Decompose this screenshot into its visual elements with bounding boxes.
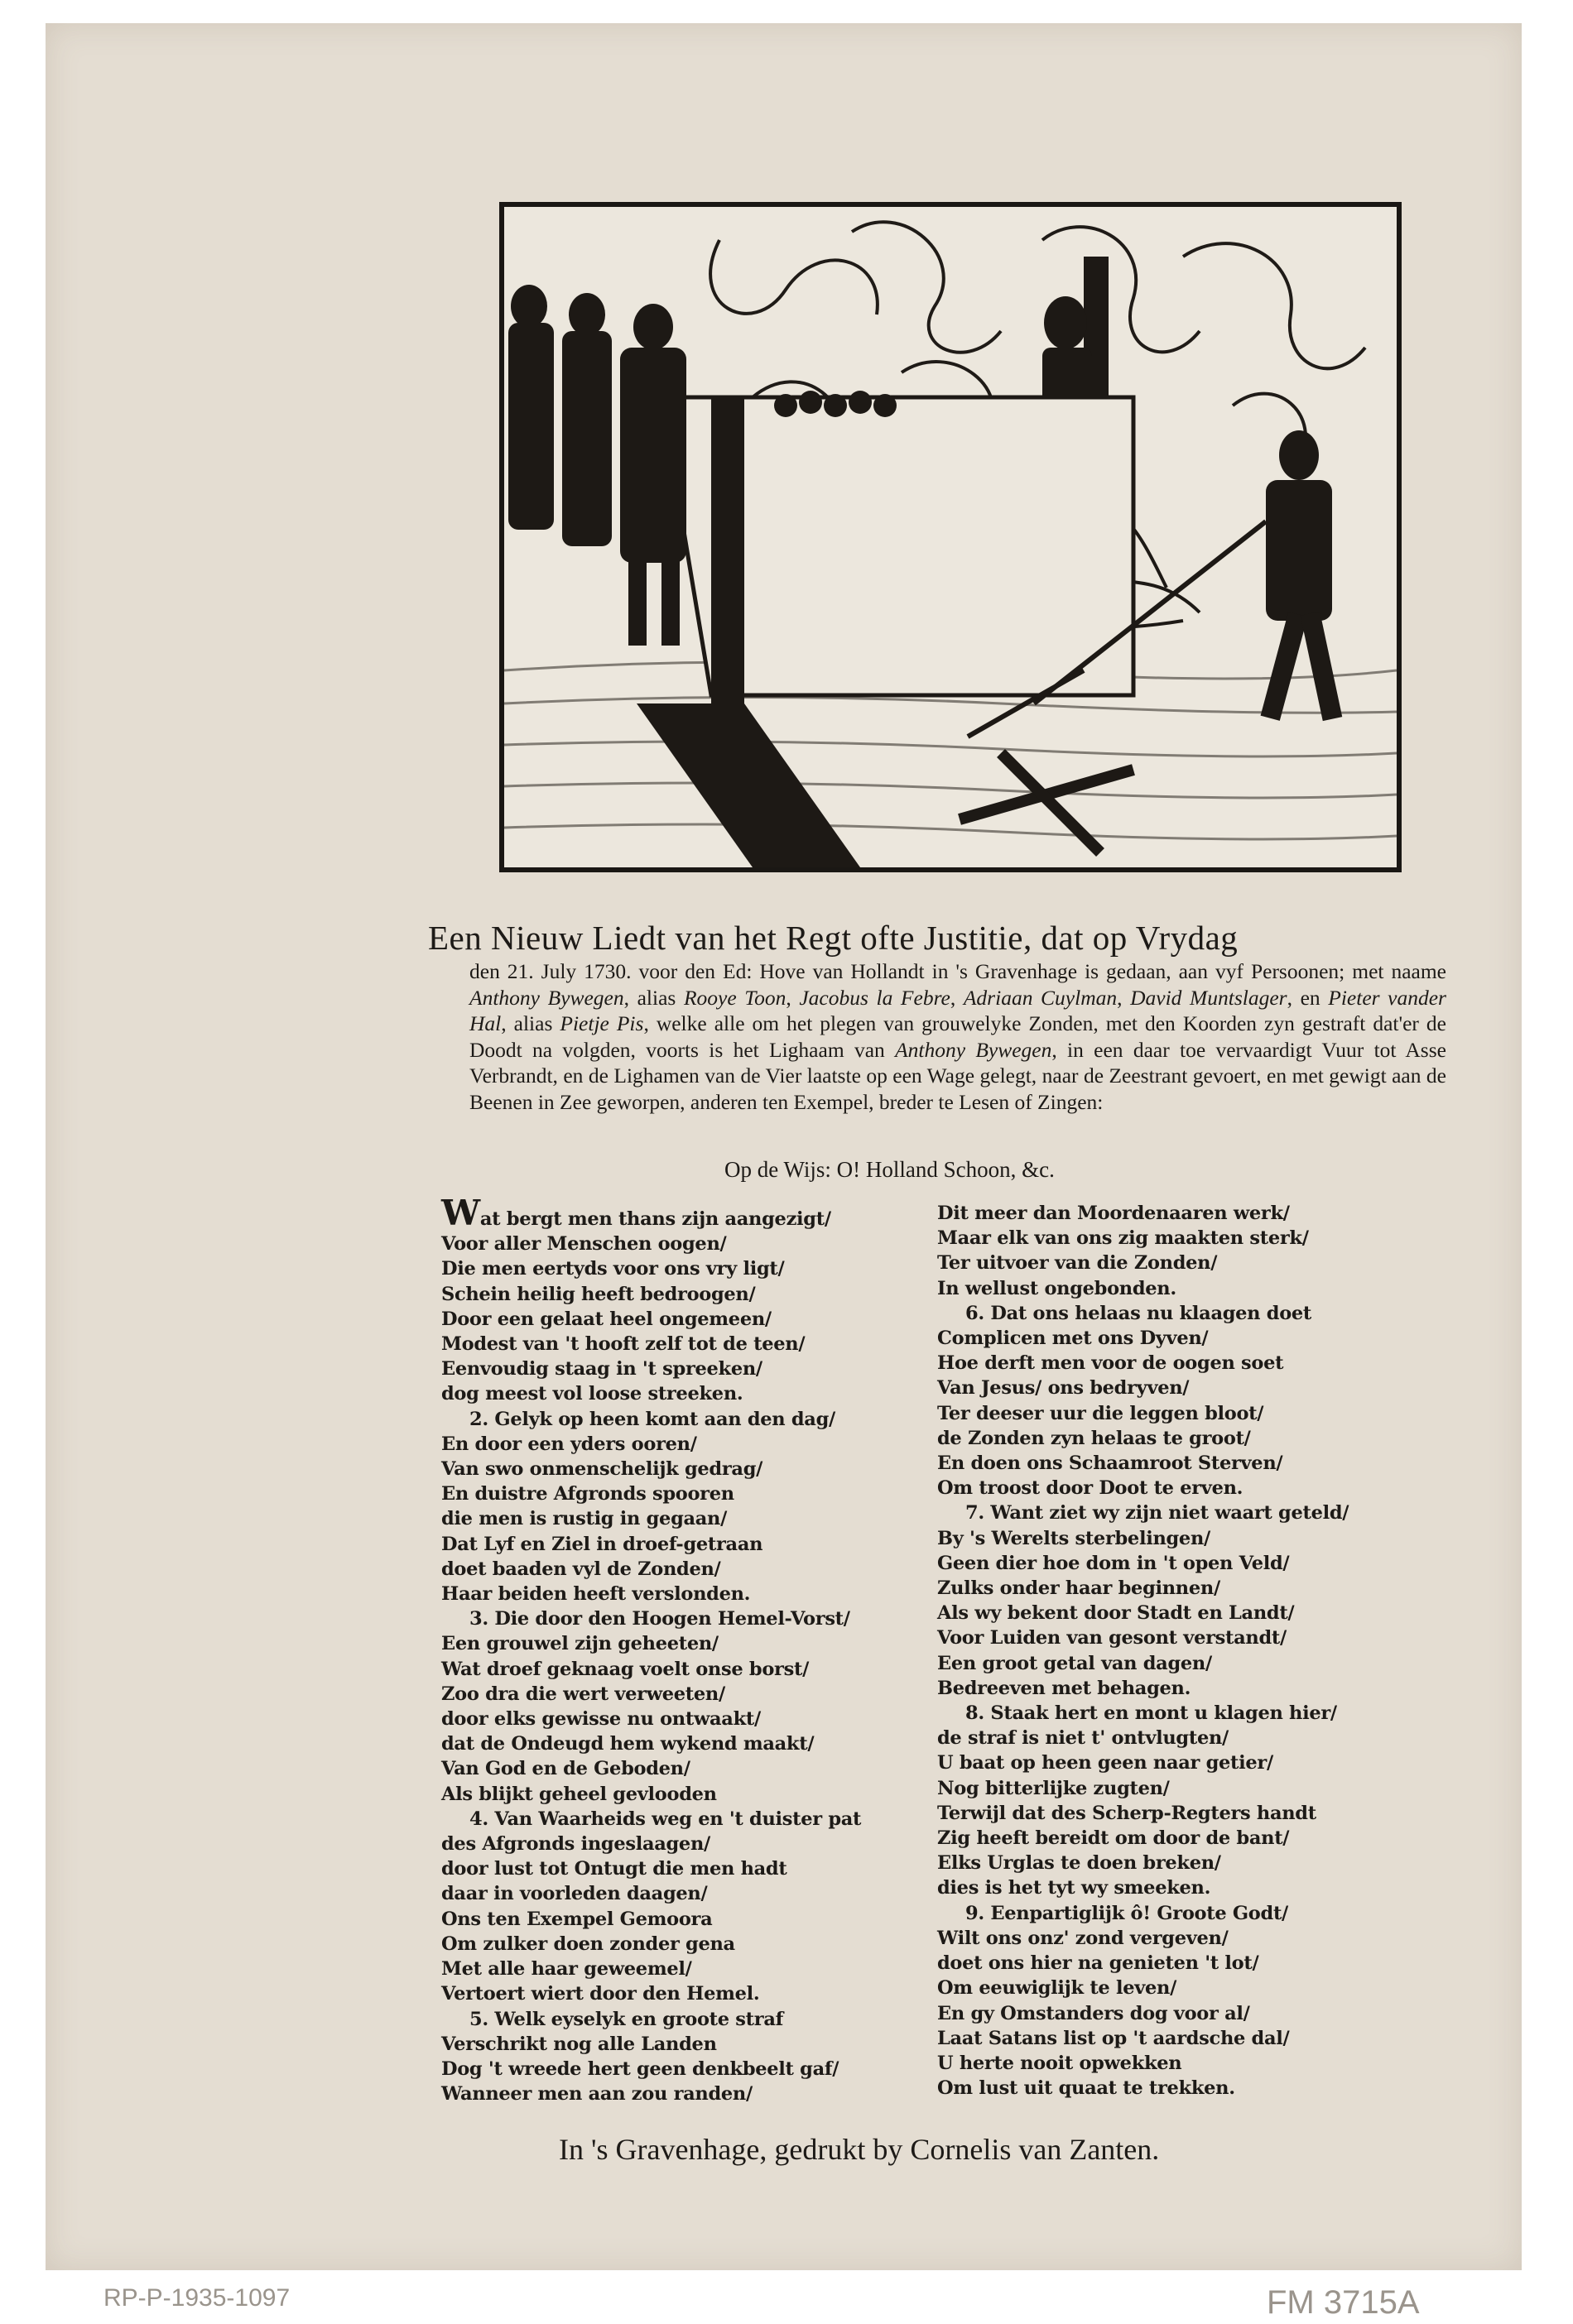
intro-text: den 21. July 1730. voor den Ed: Hove van Hollandt in 's Gravenhage is gedaan, aan vyf Persoonen; met naame xyxy=(469,959,1446,983)
song-line: U baat op heen geen naar getier/ xyxy=(937,1752,1273,1774)
paper-sheet xyxy=(46,23,1522,2270)
song-line: Voor aller Menschen oogen/ xyxy=(441,1233,727,1256)
song-line: By 's Werelts sterbelingen/ xyxy=(937,1527,1210,1549)
intro-name: Anthony Bywegen xyxy=(469,985,624,1010)
song-line: 3. Die door den Hoogen Hemel-Vorst/ xyxy=(469,1608,850,1630)
song-line: Geen dier hoe dom in 't open Veld/ xyxy=(937,1552,1290,1574)
intro-text: , alias xyxy=(501,1011,560,1035)
song-line: Ter deeser uur die leggen bloot/ xyxy=(937,1402,1264,1424)
song-line: Als wy bekent door Stadt en Landt/ xyxy=(937,1602,1295,1625)
song-line: 4. Van Waarheids weg en 't duister pat xyxy=(469,1808,862,1830)
song-line: Wilt ons onz' zond vergeven/ xyxy=(937,1927,1229,1949)
song-line: Schein heilig heeft bedroogen/ xyxy=(441,1283,756,1305)
song-line: Als blijkt geheel gevlooden xyxy=(441,1783,717,1805)
song-line: Haar beiden heeft verslonden. xyxy=(441,1583,751,1606)
intro-text: , alias xyxy=(623,985,684,1010)
intro-text: , xyxy=(950,985,964,1010)
intro-name: Rooye Toon xyxy=(683,985,786,1010)
song-line: Ter uitvoer van die Zonden/ xyxy=(937,1252,1218,1275)
song-line: En door een yders ooren/ xyxy=(441,1433,697,1455)
song-line: Bedreeven met behagen. xyxy=(937,1677,1191,1699)
song-line: Terwijl dat des Scherp-Regters handt xyxy=(937,1802,1316,1824)
song-line: doet ons hier na genieten 't lot/ xyxy=(937,1952,1259,1975)
song-line: Voor Luiden van gesont verstandt/ xyxy=(937,1627,1287,1649)
song-left-column xyxy=(441,1193,905,2106)
song-line: Nog bitterlijke zugten/ xyxy=(937,1777,1170,1799)
intro-text: , welke alle om het plegen van grouwelyke Zonden, met den Koorden zyn gestraft dat'er de Doodt na volgden, voorts is het Lighaam van xyxy=(469,1011,1446,1062)
song-line: Wat droef geknaag voelt onse borst/ xyxy=(441,1658,809,1680)
song-right-column xyxy=(937,1201,1401,2101)
intro-paragraph xyxy=(469,958,1446,1115)
intro-text: , en xyxy=(1287,985,1329,1010)
song-line: Een grouwel zijn geheeten/ xyxy=(441,1633,719,1655)
intro-name: Adriaan Cuylman xyxy=(963,985,1118,1010)
song-line: Om zulker doen zonder gena xyxy=(441,1933,735,1955)
song-line: Door een gelaat heel ongemeen/ xyxy=(441,1308,772,1330)
song-line: Modest van 't hooft zelf tot de teen/ xyxy=(441,1333,806,1356)
song-line: Van God en de Geboden/ xyxy=(441,1758,690,1780)
intro-name: Jacobus la Febre xyxy=(799,985,950,1010)
broadside-title: Een Nieuw Liedt van het Regt ofte Justitie, dat op Vrydag xyxy=(428,919,1239,957)
song-line: Dog 't wreede hert geen denkbeelt gaf/ xyxy=(441,2058,839,2080)
song-line: door elks gewisse nu ontwaakt/ xyxy=(441,1708,761,1731)
song-line: Om lust uit quaat te trekken. xyxy=(937,2077,1235,2100)
intro-name: Pieter vander Hal xyxy=(469,985,1446,1035)
intro-name: Anthony Bywegen xyxy=(895,1037,1052,1062)
song-line: doet baaden vyl de Zonden/ xyxy=(441,1558,721,1580)
song-line: Die men eertyds voor ons vry ligt/ xyxy=(441,1258,785,1280)
song-line: En gy Omstanders dog voor al/ xyxy=(937,2002,1250,2024)
song-line: Om eeuwiglijk te leven/ xyxy=(937,1977,1177,2000)
song-line: Wat bergt men thans zijn aangezigt/ xyxy=(441,1193,831,1233)
song-line: En doen ons Schaamroot Sterven/ xyxy=(937,1452,1283,1475)
song-line: de Zonden zyn helaas te groot/ xyxy=(937,1427,1251,1449)
song-line: Om troost door Doot te erven. xyxy=(937,1477,1243,1500)
song-line: Van swo onmenschelijk gedrag/ xyxy=(441,1458,763,1481)
song-line: Complicen met ons Dyven/ xyxy=(937,1328,1209,1350)
song-line: 9. Eenpartiglijk ô! Groote Godt/ xyxy=(965,1902,1288,1924)
song-line: Zulks onder haar beginnen/ xyxy=(937,1577,1220,1600)
woodcut-illustration xyxy=(499,202,1402,872)
song-line: Dit meer dan Moordenaaren werk/ xyxy=(937,1203,1290,1224)
song-line: dog meest vol loose streeken. xyxy=(441,1383,743,1405)
intro-text: , xyxy=(786,985,800,1010)
woodcut-execution-icon xyxy=(504,207,1397,867)
song-line: U herte nooit opwekken xyxy=(937,2052,1182,2074)
song-line: 5. Welk eyselyk en groote straf xyxy=(469,2008,783,2030)
song-line: die men is rustig in gegaan/ xyxy=(441,1508,728,1530)
song-line: Ons ten Exempel Gemoora xyxy=(441,1908,713,1930)
song-line: Laat Satans list op 't aardsche dal/ xyxy=(937,2027,1290,2049)
song-line: 6. Dat ons helaas nu klaagen doet xyxy=(965,1302,1312,1324)
song-line: 8. Staak hert en mont u klagen hier/ xyxy=(965,1702,1337,1725)
song-line: dies is het tyt wy smeeken. xyxy=(937,1877,1211,1899)
printer-imprint: In 's Gravenhage, gedrukt by Cornelis van Zanten. xyxy=(559,2133,1160,2166)
song-line: dat de Ondeugd hem wykend maakt/ xyxy=(441,1733,815,1755)
song-line: de straf is niet t' ontvlugten/ xyxy=(937,1727,1229,1750)
song-line: Met alle haar geweemel/ xyxy=(441,1958,692,1981)
song-line: Elks Urglas te doen breken/ xyxy=(937,1852,1221,1875)
song-line: Eenvoudig staag in 't spreeken/ xyxy=(441,1358,762,1380)
song-line: Zoo dra die wert verweeten/ xyxy=(441,1683,725,1705)
song-line: Verschrikt nog alle Landen xyxy=(441,2033,717,2055)
song-line: Hoe derft men voor de oogen soet xyxy=(937,1352,1284,1375)
song-line: In wellust ongebonden. xyxy=(937,1277,1176,1299)
tune-line: Op de Wijs: O! Holland Schoon, &c. xyxy=(724,1157,1055,1182)
song-line: 7. Want ziet wy zijn niet waart geteld/ xyxy=(965,1502,1349,1525)
song-line: Een groot getal van dagen/ xyxy=(937,1652,1212,1674)
song-line: 2. Gelyk op heen komt aan den dag/ xyxy=(469,1408,835,1430)
song-line: Zig heeft bereidt om door de bant/ xyxy=(937,1827,1290,1850)
song-line: Vertoert wiert door den Hemel. xyxy=(441,1983,760,2005)
song-line: door lust tot Ontugt die men hadt xyxy=(441,1858,787,1880)
song-line: Van Jesus/ ons bedryven/ xyxy=(937,1377,1190,1400)
song-line: Maar elk van ons zig maakten sterk/ xyxy=(937,1227,1309,1250)
song-line: des Afgronds ingeslaagen/ xyxy=(441,1833,710,1856)
song-line: En duistre Afgronds spooren xyxy=(441,1483,734,1505)
song-line: Wanneer men aan zou randen/ xyxy=(441,2083,753,2106)
song-line: daar in voorleden daagen/ xyxy=(441,1883,708,1905)
intro-text: , xyxy=(1117,985,1131,1010)
intro-name: Pietje Pis xyxy=(560,1011,644,1035)
song-line: Dat Lyf en Ziel in droef-getraan xyxy=(441,1533,763,1555)
intro-text: , in een daar toe vervaardigt Vuur tot Asse Verbrandt, en de Lighamen van de Vier laatste op een Wage gelegt, naar de Zeestrant gevoert, en met gewigt aan de Beenen in Zee geworpen, anderen ten Exempel, breder te Lesen of Zingen: xyxy=(469,1037,1446,1114)
inventory-number-left: RP-P-1935-1097 xyxy=(103,2284,291,2312)
intro-name: David Muntslager xyxy=(1130,985,1287,1010)
inventory-number-right: FM 3715A xyxy=(1267,2284,1420,2321)
